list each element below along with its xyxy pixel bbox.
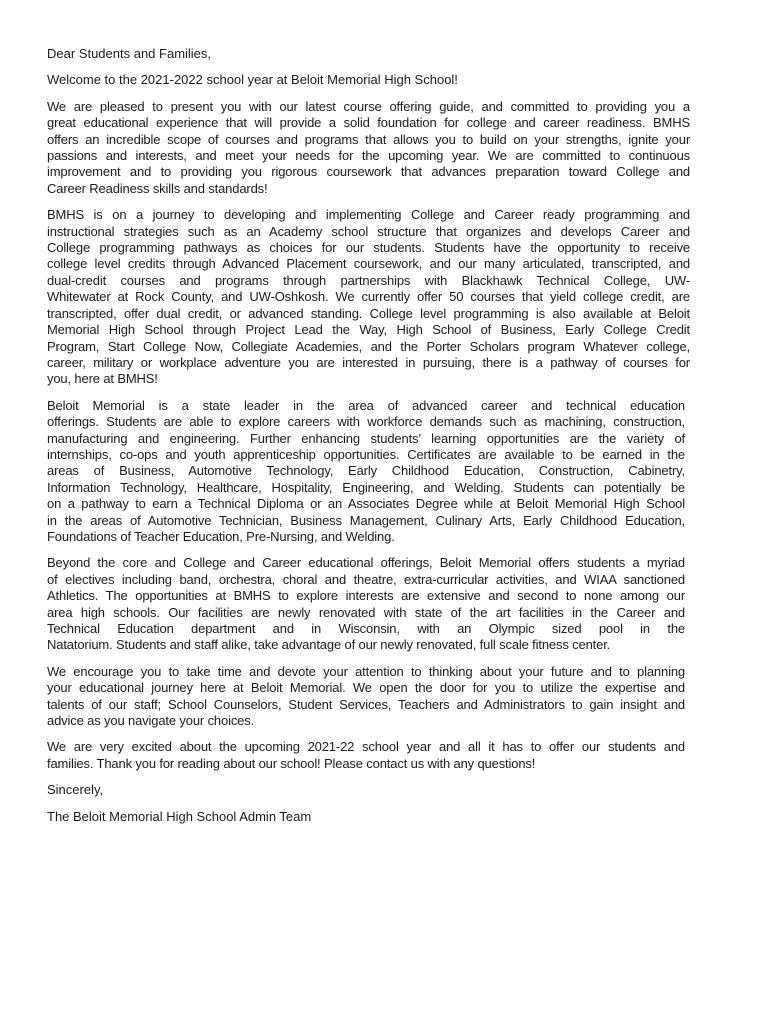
welcome-line: Welcome to the 2021-2022 school year at Beloit Memorial High School! (47, 72, 458, 88)
text-line: BMHS is on a journey to developing and implementing College and Career ready programming and (47, 207, 690, 223)
text-line: Natatorium. Students and staff alike, take advantage of our newly renovated, full scale fitness center. (47, 637, 611, 653)
text-line: We encourage you to take time and devote your attention to thinking about your future and to planning (47, 663, 685, 679)
text-line: improvement and to providing you rigorous coursework that advances preparation toward College and (47, 164, 690, 180)
paragraph-encouragement (47, 664, 685, 730)
paragraph-electives-facilities (47, 555, 685, 653)
text-line: Information Technology, Healthcare, Hospitality, Engineering, and Welding. Students can potentially be (47, 479, 685, 495)
salutation: Dear Students and Families, (47, 46, 212, 61)
text-line: Athletics. The opportunities at BMHS to explore interests are extensive and second to none among our (47, 588, 685, 604)
signature: The Beloit Memorial High School Admin Team (47, 808, 312, 824)
text-line: college level credits through Advanced Placement coursework, and our many articulated, transcripted, and (47, 256, 690, 272)
text-line: Program, Start College Now, Collegiate Academies, and the Porter Scholars program Whatever college, (47, 338, 690, 354)
text-line: in the areas of Automotive Technician, Business Management, Culinary Arts, Early Childhood Education, (47, 512, 685, 528)
text-line: Whitewater at Rock County, and UW-Oshkosh. We currently offer 50 courses that yield college credit, are (47, 289, 690, 305)
text-line: you, here at BMHS! (47, 371, 158, 387)
text-line: advice as you navigate your choices. (47, 713, 255, 729)
paragraph-college-career (47, 207, 690, 387)
paragraph-course-guide (47, 99, 690, 197)
text-line: instructional strategies such as an Academy school structure that organizes and develops Career and (47, 223, 690, 239)
text-line: manufacturing and engineering. Further enhancing students’ learning opportunities are the variety of (47, 430, 685, 446)
text-line: We are pleased to present you with our latest course offering guide, and committed to providing you a (47, 98, 690, 114)
text-line: Memorial High School through Project Lead the Way, High School of Business, Early College Credit (47, 322, 690, 338)
text-line: internships, co-ops and youth apprenticeship opportunities. Certificates are available to be earned in the (47, 446, 685, 462)
text-line: College programming pathways as choices for our students. Students have the opportunity to receive (47, 240, 690, 256)
text-line: Beloit Memorial is a state leader in the area of advanced career and technical education (47, 397, 685, 413)
text-line: Foundations of Teacher Education, Pre-Nursing, and Welding. (47, 528, 395, 544)
closing: Sincerely, (47, 782, 104, 798)
text-line: Beyond the core and College and Career educational offerings, Beloit Memorial offers students a myriad (47, 555, 685, 571)
letter (47, 46, 690, 835)
text-line: transcripted, offer dual credit, or advanced standing. College level programming is also available at Beloit (47, 305, 690, 321)
text-line: talents of our staff; School Counselors, Student Services, Teachers and Administrators to gain insight and (47, 696, 685, 712)
text-line: area high schools. Our facilities are newly renovated with state of the art facilities in the Career and (47, 604, 685, 620)
text-line: of electives including band, orchestra, choral and theatre, extra-curricular activities, and WIAA sanctioned (47, 571, 685, 587)
text-line: Career Readiness skills and standards! (47, 180, 268, 196)
text-line: great educational experience that will provide a solid foundation for college and career readiness. BMHS (47, 115, 690, 131)
text-line: Technical Education department and in Wisconsin, with an Olympic sized pool in the (47, 621, 685, 636)
paragraph-technical-education (47, 398, 685, 546)
text-line: career, military or workplace adventure you are interested in pursuing, there is a pathway of courses for (47, 354, 690, 370)
text-line: dual-credit courses and programs through partnerships with Blackhawk Technical College, UW- (47, 272, 690, 288)
text-line: areas of Business, Automotive Technology, Early Childhood Education, Construction, Cabinetry, (47, 463, 685, 479)
text-line: on a pathway to earn a Technical Diploma or an Associates Degree while at Beloit Memorial High School (47, 496, 685, 512)
text-line: offers an incredible scope of courses and programs that allows you to build on your strengths, ignite your (47, 131, 690, 147)
text-line: We are very excited about the upcoming 2021-22 school year and all it has to offer our students and (47, 739, 685, 755)
paragraph-closing-remarks (47, 739, 685, 772)
text-line: passions and interests, and meet your needs for the upcoming year. We are committed to continuous (47, 148, 690, 164)
text-line: your educational journey here at Beloit Memorial. We open the door for you to utilize the expertise and (47, 680, 685, 696)
text-line: offerings. Students are able to explore careers with workforce demands such as machining, construction, (47, 414, 685, 430)
text-line: families. Thank you for reading about our school! Please contact us with any questions! (47, 755, 536, 771)
